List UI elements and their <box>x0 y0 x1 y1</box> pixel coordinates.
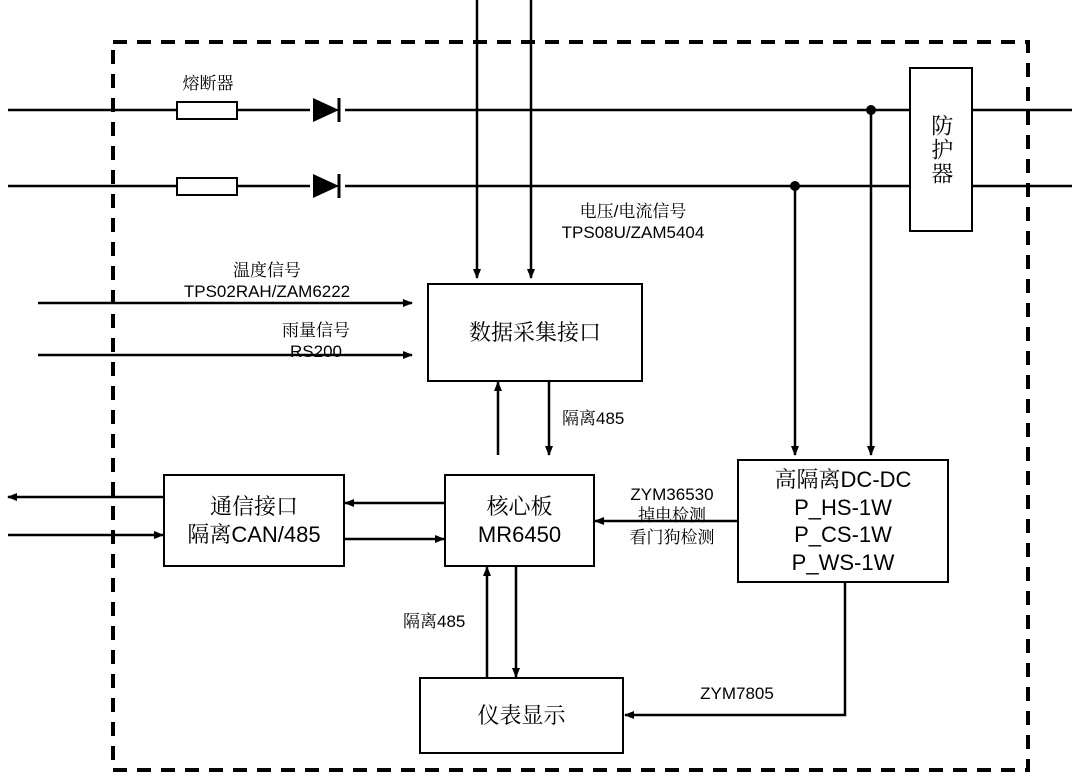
box-dcdc-label-4: P_WS-1W <box>791 549 895 575</box>
box-dcdc-label-2: P_HS-1W <box>794 494 892 520</box>
box-dcdc-converter <box>737 459 949 583</box>
box-comm-label-2: 隔离CAN/485 <box>187 521 321 547</box>
box-instrument-display <box>419 677 624 754</box>
fuse-symbol-1 <box>176 101 238 120</box>
box-dcdc-label-1: 高隔离DC-DC <box>774 467 912 492</box>
label-iso485-top: 隔离485 <box>562 409 625 428</box>
box-comm-label-1: 通信接口 <box>209 494 298 519</box>
system-boundary <box>113 42 1028 770</box>
label-rain-signal: 雨量信号 RS200 <box>282 321 350 362</box>
box-dcdc-label-3: P_CS-1W <box>794 522 892 547</box>
box-protector <box>909 67 973 232</box>
box-data-acquisition-interface <box>427 283 643 382</box>
label-zym7805: ZYM7805 <box>700 684 774 703</box>
box-protector-label: 防护器 <box>928 113 954 186</box>
box-communication-interface <box>163 474 345 567</box>
box-core-label-1: 核心板 <box>486 494 553 519</box>
label-iso485-bottom: 隔离485 <box>403 612 466 631</box>
label-voltage-current: 电压/电流信号 TPS08U/ZAM5404 <box>561 202 705 243</box>
label-temperature-signal: 温度信号 TPS02RAH/ZAM6222 <box>183 261 351 302</box>
box-core-label-2: MR6450 <box>477 521 562 547</box>
fuse-symbol-2 <box>176 177 238 196</box>
box-display-label: 仪表显示 <box>477 702 566 728</box>
label-zym36530: ZYM36530 掉电检测 看门狗检测 <box>629 485 715 547</box>
box-daq-label: 数据采集接口 <box>468 319 601 345</box>
fuse-label: 熔断器 <box>182 74 234 93</box>
box-core-board <box>444 474 595 567</box>
